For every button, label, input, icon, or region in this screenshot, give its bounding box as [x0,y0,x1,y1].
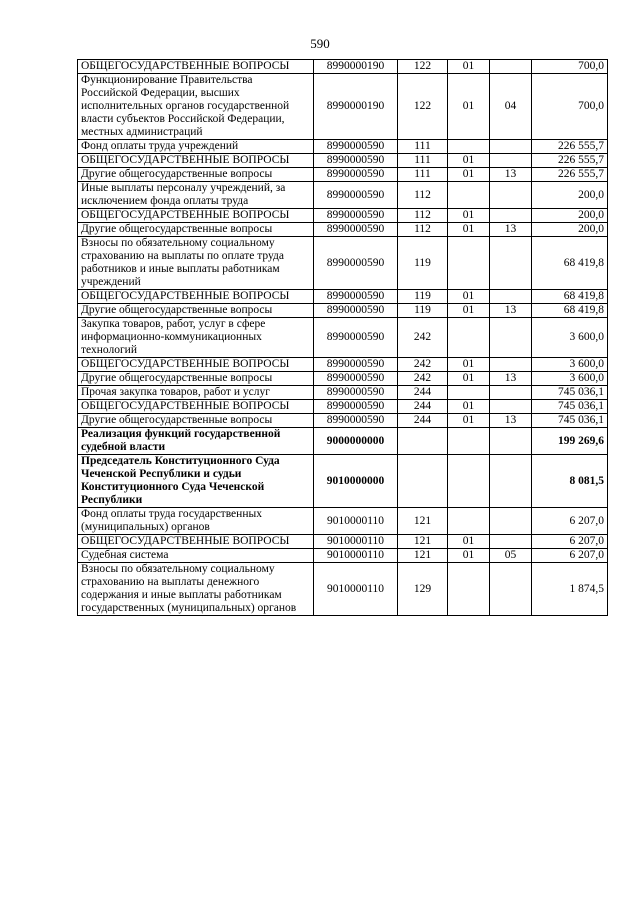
table-row [78,358,608,372]
row-pr-cell [490,358,532,372]
row-rz-cell [448,237,490,290]
row-rz-cell: 01 [448,549,490,563]
row-pr-cell: 13 [490,304,532,318]
row-name-cell: Другие общегосударственные вопросы [78,372,314,386]
row-csr-cell: 8990000590 [314,182,398,209]
row-pr-cell [490,428,532,455]
row-pr-cell: 13 [490,414,532,428]
budget-table [77,59,608,616]
row-rz-cell [448,140,490,154]
row-vr-cell: 244 [398,414,448,428]
table-row [78,223,608,237]
row-name-cell: ОБЩЕГОСУДАРСТВЕННЫЕ ВОПРОСЫ [78,535,314,549]
row-vr-cell: 112 [398,209,448,223]
row-vr-cell: 111 [398,140,448,154]
row-name-cell: ОБЩЕГОСУДАРСТВЕННЫЕ ВОПРОСЫ [78,400,314,414]
row-rz-cell: 01 [448,304,490,318]
row-csr-cell: 8990000590 [314,154,398,168]
row-pr-cell [490,290,532,304]
row-name-cell: Судебная система [78,549,314,563]
row-name-cell: Реализация функций государственной судебной власти [78,428,314,455]
row-rz-cell [448,182,490,209]
row-csr-cell: 8990000590 [314,223,398,237]
table-row [78,209,608,223]
row-name-cell: ОБЩЕГОСУДАРСТВЕННЫЕ ВОПРОСЫ [78,290,314,304]
row-pr-cell [490,455,532,508]
row-pr-cell [490,182,532,209]
table-row [78,508,608,535]
row-csr-cell: 8990000590 [314,318,398,358]
row-name-cell: Другие общегосударственные вопросы [78,223,314,237]
row-sum-cell: 68 419,8 [532,237,608,290]
table-row [78,563,608,616]
table-row [78,455,608,508]
row-name-cell: ОБЩЕГОСУДАРСТВЕННЫЕ ВОПРОСЫ [78,154,314,168]
row-csr-cell: 8990000590 [314,414,398,428]
row-pr-cell [490,237,532,290]
row-vr-cell: 122 [398,60,448,74]
row-pr-cell: 13 [490,168,532,182]
row-pr-cell [490,535,532,549]
row-sum-cell: 700,0 [532,60,608,74]
row-pr-cell [490,209,532,223]
row-csr-cell: 8990000590 [314,304,398,318]
table-row [78,140,608,154]
row-sum-cell: 200,0 [532,182,608,209]
row-csr-cell: 8990000590 [314,237,398,290]
row-sum-cell: 6 207,0 [532,549,608,563]
row-name-cell: ОБЩЕГОСУДАРСТВЕННЫЕ ВОПРОСЫ [78,209,314,223]
row-csr-cell: 8990000590 [314,168,398,182]
row-csr-cell: 8990000590 [314,386,398,400]
row-csr-cell: 8990000590 [314,400,398,414]
row-sum-cell: 200,0 [532,209,608,223]
table-row [78,428,608,455]
table-row [78,318,608,358]
row-rz-cell: 01 [448,372,490,386]
row-vr-cell: 242 [398,372,448,386]
row-name-cell: Фонд оплаты труда учреждений [78,140,314,154]
row-pr-cell [490,60,532,74]
table-row [78,154,608,168]
row-sum-cell: 200,0 [532,223,608,237]
table-row [78,168,608,182]
row-sum-cell: 3 600,0 [532,372,608,386]
table-row [78,414,608,428]
row-sum-cell: 1 874,5 [532,563,608,616]
row-sum-cell: 700,0 [532,74,608,140]
row-pr-cell: 13 [490,223,532,237]
table-row [78,74,608,140]
row-pr-cell [490,508,532,535]
row-rz-cell: 01 [448,154,490,168]
row-vr-cell: 242 [398,318,448,358]
row-vr-cell: 244 [398,400,448,414]
row-vr-cell: 111 [398,168,448,182]
row-sum-cell: 226 555,7 [532,140,608,154]
row-rz-cell: 01 [448,290,490,304]
row-vr-cell: 122 [398,74,448,140]
table-row [78,237,608,290]
row-pr-cell [490,318,532,358]
row-rz-cell [448,386,490,400]
row-rz-cell: 01 [448,358,490,372]
table-row [78,386,608,400]
row-sum-cell: 745 036,1 [532,400,608,414]
row-sum-cell: 68 419,8 [532,290,608,304]
row-name-cell: Взносы по обязательному социальному страхованию на выплаты денежного содержания и иные выплаты работникам государственных (муниципальных) органов [78,563,314,616]
row-vr-cell: 112 [398,182,448,209]
row-csr-cell: 9010000000 [314,455,398,508]
row-sum-cell: 226 555,7 [532,168,608,182]
row-vr-cell: 119 [398,237,448,290]
row-rz-cell [448,318,490,358]
row-name-cell: Иные выплаты персоналу учреждений, за исключением фонда оплаты труда [78,182,314,209]
row-rz-cell: 01 [448,60,490,74]
row-name-cell: ОБЩЕГОСУДАРСТВЕННЫЕ ВОПРОСЫ [78,60,314,74]
page-number: 590 [310,36,330,51]
row-name-cell: Прочая закупка товаров, работ и услуг [78,386,314,400]
row-name-cell: Председатель Конституционного Суда Чеченской Республики и судьи Конституционного Суда Чеченской Республики [78,455,314,508]
row-sum-cell: 6 207,0 [532,508,608,535]
row-name-cell: Другие общегосударственные вопросы [78,304,314,318]
row-sum-cell: 199 269,6 [532,428,608,455]
table-row [78,535,608,549]
row-vr-cell: 129 [398,563,448,616]
row-csr-cell: 8990000190 [314,60,398,74]
row-csr-cell: 8990000590 [314,358,398,372]
row-pr-cell: 04 [490,74,532,140]
row-sum-cell: 3 600,0 [532,318,608,358]
row-vr-cell: 121 [398,508,448,535]
row-sum-cell: 745 036,1 [532,386,608,400]
row-csr-cell: 8990000190 [314,74,398,140]
row-sum-cell: 3 600,0 [532,358,608,372]
row-csr-cell: 8990000590 [314,372,398,386]
row-name-cell: Фонд оплаты труда государственных (муниципальных) органов [78,508,314,535]
row-csr-cell: 9010000110 [314,508,398,535]
row-name-cell: ОБЩЕГОСУДАРСТВЕННЫЕ ВОПРОСЫ [78,358,314,372]
row-vr-cell: 242 [398,358,448,372]
row-sum-cell: 8 081,5 [532,455,608,508]
row-csr-cell: 8990000590 [314,290,398,304]
row-pr-cell [490,563,532,616]
row-pr-cell [490,140,532,154]
row-pr-cell: 13 [490,372,532,386]
row-name-cell: Закупка товаров, работ, услуг в сфере информационно-коммуникационных технологий [78,318,314,358]
row-sum-cell: 68 419,8 [532,304,608,318]
row-vr-cell: 121 [398,535,448,549]
row-rz-cell [448,508,490,535]
row-csr-cell: 8990000590 [314,140,398,154]
row-vr-cell [398,428,448,455]
row-rz-cell: 01 [448,74,490,140]
row-csr-cell: 9000000000 [314,428,398,455]
row-sum-cell: 745 036,1 [532,414,608,428]
row-rz-cell [448,455,490,508]
row-vr-cell: 121 [398,549,448,563]
row-rz-cell: 01 [448,168,490,182]
row-rz-cell [448,428,490,455]
table-row [78,60,608,74]
table-row [78,372,608,386]
row-name-cell: Другие общегосударственные вопросы [78,168,314,182]
row-rz-cell: 01 [448,535,490,549]
row-rz-cell: 01 [448,209,490,223]
row-rz-cell [448,563,490,616]
row-pr-cell [490,386,532,400]
row-pr-cell [490,154,532,168]
table-row [78,290,608,304]
row-vr-cell: 111 [398,154,448,168]
table-row [78,549,608,563]
row-rz-cell: 01 [448,223,490,237]
row-csr-cell: 9010000110 [314,563,398,616]
row-csr-cell: 9010000110 [314,535,398,549]
row-sum-cell: 226 555,7 [532,154,608,168]
row-sum-cell: 6 207,0 [532,535,608,549]
row-vr-cell: 119 [398,304,448,318]
row-csr-cell: 9010000110 [314,549,398,563]
row-vr-cell [398,455,448,508]
row-vr-cell: 112 [398,223,448,237]
table-row [78,304,608,318]
row-vr-cell: 244 [398,386,448,400]
table-row [78,182,608,209]
row-name-cell: Функционирование Правительства Российской Федерации, высших исполнительных органов государственной власти субъектов Российской Федерации, местных администраций [78,74,314,140]
row-name-cell: Взносы по обязательному социальному страхованию на выплаты по оплате труда работников и иные выплаты работникам учреждений [78,237,314,290]
row-name-cell: Другие общегосударственные вопросы [78,414,314,428]
row-pr-cell: 05 [490,549,532,563]
row-pr-cell [490,400,532,414]
table-row [78,400,608,414]
row-rz-cell: 01 [448,400,490,414]
row-rz-cell: 01 [448,414,490,428]
row-vr-cell: 119 [398,290,448,304]
row-csr-cell: 8990000590 [314,209,398,223]
